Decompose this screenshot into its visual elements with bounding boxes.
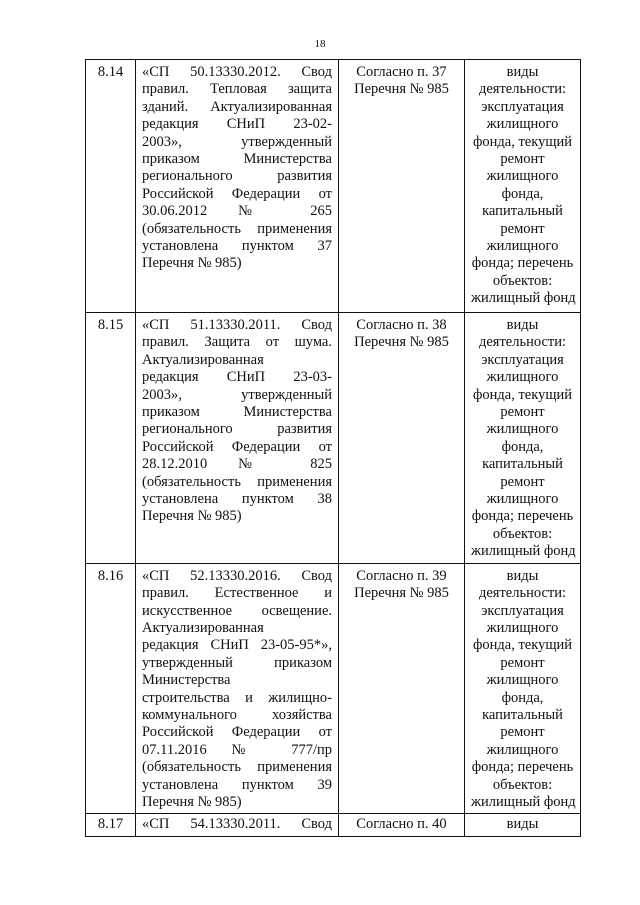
reference-line: Перечня № 985: [354, 81, 449, 98]
document-line: (обязательность применения: [142, 473, 332, 490]
document-line: 30.06.2012 № 265: [142, 203, 332, 220]
scope-line: жилищного: [486, 672, 559, 689]
document-line: утвержденный приказом: [142, 654, 332, 671]
reference-line: Перечня № 985: [354, 334, 449, 351]
scope-line: объектов:: [492, 272, 553, 289]
reference-cell: [339, 814, 465, 836]
scope-line: фонда; перечень: [471, 255, 574, 272]
scope-cell: [465, 313, 581, 564]
scope-cell: [465, 814, 581, 836]
document-line: установлена пунктом 39: [142, 776, 332, 793]
document-line: Перечня № 985): [142, 793, 242, 810]
document-line: редакция СНиП 23-03-: [142, 369, 332, 386]
table-row: [86, 814, 581, 836]
document-cell: [136, 814, 339, 836]
scope-line: жилищного: [486, 369, 559, 386]
document-line: Перечня № 985): [142, 508, 242, 525]
document-line: правил. Тепловая защита: [142, 81, 332, 98]
document-line: Министерства: [142, 672, 231, 689]
scope-line: фонда,: [501, 438, 544, 455]
reference-line: Перечня № 985: [354, 585, 449, 602]
document-line: Российской Федерации от: [142, 724, 332, 741]
scope-line: объектов:: [492, 525, 553, 542]
scope-line: деятельности:: [478, 334, 567, 351]
scope-line: жилищного: [486, 116, 559, 133]
scope-line: виды: [506, 317, 539, 333]
document-line: регионального развития: [142, 421, 332, 438]
scope-line: деятельности:: [478, 81, 567, 98]
document-line: «СП 52.13330.2016. Свод: [142, 567, 332, 584]
document-line: Актуализированная: [142, 351, 264, 368]
scope-line: жилищного: [486, 168, 559, 185]
scope-line: капитальный: [482, 706, 563, 723]
reference-line: Согласно п. 37: [356, 64, 447, 80]
scope-cell: [465, 563, 581, 814]
document-line: (обязательность применения: [142, 759, 332, 776]
document-line: (обязательность применения: [142, 220, 332, 237]
scope-line: эксплуатация: [481, 351, 564, 368]
item-number: 8.16: [97, 567, 124, 584]
scope-line: эксплуатация: [481, 602, 564, 619]
scope-line: фонда; перечень: [471, 759, 574, 776]
scope-line: объектов:: [492, 776, 553, 793]
document-line: установлена пунктом 37: [142, 238, 332, 255]
reference-cell: [339, 563, 465, 814]
scope-line: ремонт: [500, 724, 545, 741]
scope-line: ремонт: [500, 404, 545, 421]
document-line: 2003», утвержденный: [142, 386, 332, 403]
scope-line: фонда,: [501, 689, 544, 706]
document-cell: [136, 313, 339, 564]
scope-line: жилищного: [486, 619, 559, 636]
document-line: приказом Министерства: [142, 404, 332, 421]
document-line: строительства и жилищно-: [142, 689, 332, 706]
document-line: приказом Министерства: [142, 151, 332, 168]
scope-line: ремонт: [500, 151, 545, 168]
table-row: [86, 563, 581, 814]
document-line: «СП 51.13330.2011. Свод: [142, 317, 332, 333]
reference-line: Согласно п. 40: [356, 816, 447, 833]
item-number: 8.17: [97, 816, 124, 833]
scope-line: жилищного: [486, 491, 559, 508]
scope-line: жилищного: [486, 421, 559, 438]
reference-cell: [339, 60, 465, 313]
scope-line: жилищный фонд: [471, 543, 576, 560]
document-line: 2003», утвержденный: [142, 133, 332, 150]
scope-line: виды: [506, 567, 539, 584]
document-line: правил. Защита от шума.: [142, 334, 332, 351]
scope-line: фонда,: [501, 185, 544, 202]
scope-line: виды: [506, 64, 539, 80]
item-number-cell: [86, 814, 136, 836]
scope-line: фонда; перечень: [471, 508, 574, 525]
scope-line: деятельности:: [478, 585, 567, 602]
document-line: Перечня № 985): [142, 255, 242, 272]
table-row: [86, 313, 581, 564]
document-cell: [136, 60, 339, 313]
scope-line: фонда, текущий: [472, 133, 572, 150]
document-line: редакция СНиП 23-05-95*»,: [142, 637, 332, 654]
scope-line: жилищного: [486, 741, 559, 758]
item-number-cell: [86, 60, 136, 313]
document-line: «СП 50.13330.2012. Свод: [142, 64, 332, 80]
scope-line: эксплуатация: [481, 98, 564, 115]
document-line: Российской Федерации от: [142, 185, 332, 202]
scope-line: жилищного: [486, 238, 559, 255]
scope-line: ремонт: [500, 473, 545, 490]
document-line: регионального развития: [142, 168, 332, 185]
document-line: 28.12.2010 № 825: [142, 456, 332, 473]
scope-line: жилищный фонд: [471, 793, 576, 810]
page-number: 18: [314, 38, 326, 50]
document-line: Российской Федерации от: [142, 438, 332, 455]
document-line: установлена пунктом 38: [142, 491, 332, 508]
item-number: 8.14: [97, 64, 124, 80]
scope-line: фонда, текущий: [472, 637, 572, 654]
document-cell: [136, 563, 339, 814]
document-line: коммунального хозяйства: [142, 706, 332, 723]
document-line: зданий. Актуализированная: [142, 98, 332, 115]
document-line: «СП 54.13330.2011. Свод: [142, 816, 332, 833]
scope-line: ремонт: [500, 220, 545, 237]
scope-line: капитальный: [482, 203, 563, 220]
item-number-cell: [86, 563, 136, 814]
scope-line: капитальный: [482, 456, 563, 473]
table-row: [86, 60, 581, 313]
requirements-table: [85, 59, 581, 837]
document-line: искусственное освещение.: [142, 602, 332, 619]
item-number: 8.15: [97, 317, 124, 333]
scope-line: фонда, текущий: [472, 386, 572, 403]
reference-cell: [339, 313, 465, 564]
scope-line: жилищный фонд: [471, 290, 576, 307]
document-line: 07.11.2016 № 777/пр: [142, 741, 332, 758]
document-line: Актуализированная: [142, 619, 264, 636]
reference-line: Согласно п. 39: [356, 567, 447, 584]
scope-line: виды: [506, 816, 539, 833]
scope-line: ремонт: [500, 654, 545, 671]
document-line: редакция СНиП 23-02-: [142, 116, 332, 133]
document-line: правил. Естественное и: [142, 585, 332, 602]
item-number-cell: [86, 313, 136, 564]
scope-cell: [465, 60, 581, 313]
reference-line: Согласно п. 38: [356, 317, 447, 333]
